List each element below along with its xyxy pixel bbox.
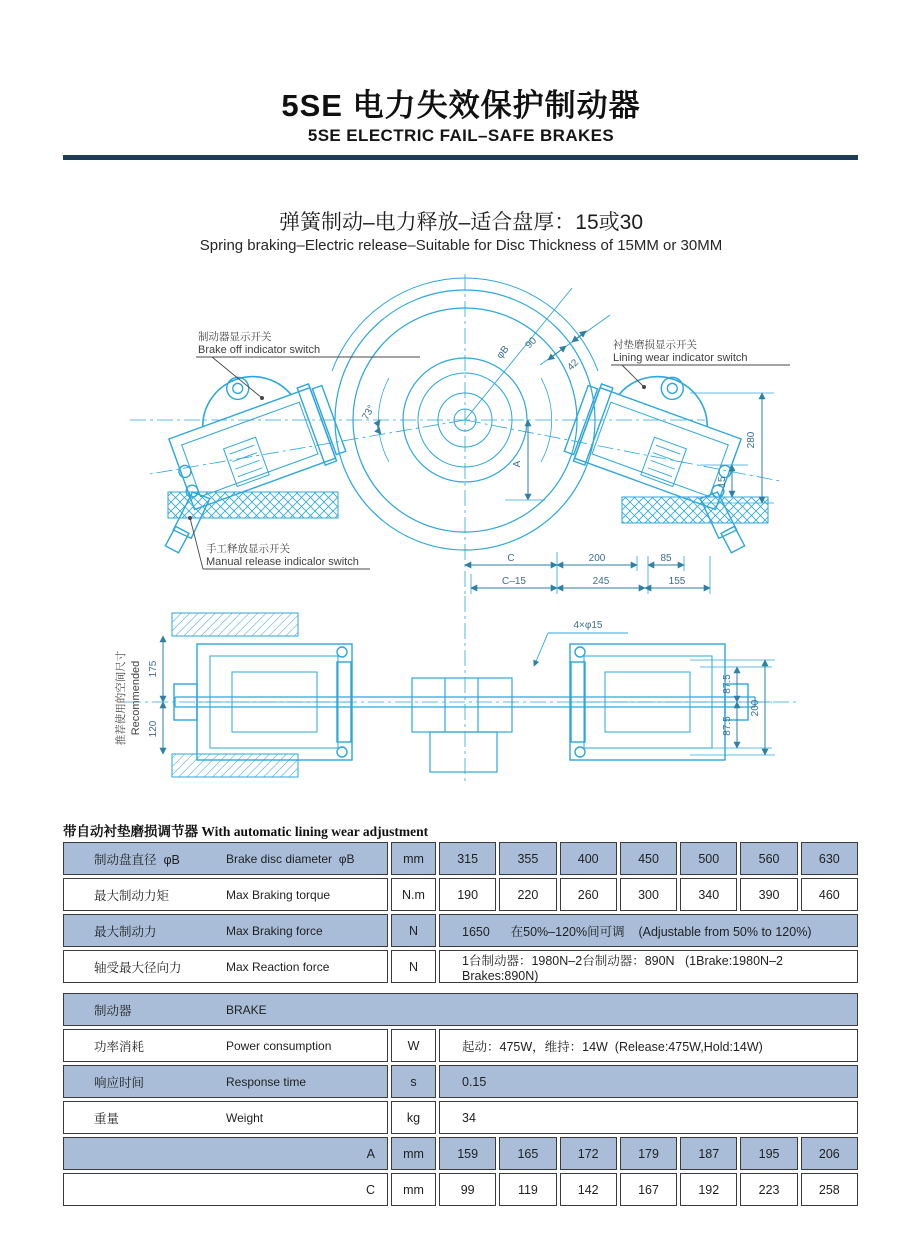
row-label-en: Brake disc diameter φB bbox=[226, 851, 355, 866]
wall-hatch-plan bbox=[172, 613, 298, 777]
value-cell: 400 bbox=[560, 842, 617, 875]
dim-phiB: φB bbox=[494, 343, 512, 362]
value-cell: 99 bbox=[439, 1173, 496, 1206]
spec-table-1 bbox=[63, 842, 858, 1209]
unit-cell: N.m bbox=[391, 878, 436, 911]
value-cell: 206 bbox=[801, 1137, 858, 1170]
unit-cell: mm bbox=[391, 1173, 436, 1206]
spec-table-2 bbox=[63, 993, 858, 1206]
callout-bolt-holes-label: 4×φ15 bbox=[573, 620, 603, 631]
unit-cell: mm bbox=[391, 1137, 436, 1170]
dim-200: 200 bbox=[588, 553, 606, 564]
row-label-en: Max Braking force bbox=[226, 923, 323, 938]
unit-cell: N bbox=[391, 914, 436, 947]
callout-manual-release-en: Manual release indicalor switch bbox=[206, 556, 359, 568]
merged-value-cell: 起动：475W，维持：14W (Release:475W,Hold:14W) bbox=[439, 1029, 858, 1062]
row-label bbox=[63, 878, 388, 911]
callout-brake-off-zh: 制动器显示开关 bbox=[198, 331, 272, 343]
label-recommended-en: Recommended bbox=[130, 660, 142, 736]
unit-cell: mm bbox=[391, 842, 436, 875]
unit-cell: W bbox=[391, 1029, 436, 1062]
row-label bbox=[63, 1029, 388, 1062]
dim-angle-73: 73° bbox=[360, 403, 378, 423]
row-label-zh: 最大制动力 bbox=[94, 924, 157, 939]
merged-value-cell: 34 bbox=[439, 1101, 858, 1134]
left-caliper-plan bbox=[174, 644, 352, 760]
row-label-zh: 最大制动力矩 bbox=[94, 888, 170, 903]
value-cell: 260 bbox=[560, 878, 617, 911]
table-row-reaction-force bbox=[63, 950, 858, 983]
unit-cell: N bbox=[391, 950, 436, 983]
right-caliper-front bbox=[551, 351, 790, 557]
table-row-power-consumption bbox=[63, 1029, 858, 1062]
dim-85: 85 bbox=[660, 553, 672, 564]
technical-drawing bbox=[0, 268, 922, 820]
value-cell: 165 bbox=[499, 1137, 556, 1170]
dim-C: C bbox=[507, 553, 515, 564]
table-row-disc-diameter bbox=[63, 842, 858, 875]
table-row-dim-A bbox=[63, 1137, 858, 1170]
section-header-zh: 制动器 bbox=[94, 1003, 132, 1018]
value-cell: 195 bbox=[740, 1137, 797, 1170]
dim-175: 175 bbox=[148, 660, 159, 678]
value-cell: 172 bbox=[560, 1137, 617, 1170]
row-label-en: Max Reaction force bbox=[226, 959, 330, 974]
table-row-weight bbox=[63, 1101, 858, 1134]
callout-lining-wear-en: Lining wear indicator switch bbox=[613, 352, 748, 364]
dim-42: 42 bbox=[565, 357, 582, 374]
row-label bbox=[63, 914, 388, 947]
value-cell: 119 bbox=[499, 1173, 556, 1206]
value-cell: 167 bbox=[620, 1173, 677, 1206]
ground-hatch-front bbox=[168, 492, 768, 523]
row-label bbox=[63, 1065, 388, 1098]
table-row-brake-header bbox=[63, 993, 858, 1026]
merged-value-cell: 1台制动器：1980N–2台制动器：890N (1Brake:1980N–2 Brakes:890N) bbox=[439, 950, 858, 983]
callout-manual-release-zh: 手工释放显示开关 bbox=[206, 543, 290, 555]
merged-value-cell: 0.15 bbox=[439, 1065, 858, 1098]
dim-90: 90 bbox=[523, 335, 540, 352]
value-cell: 315 bbox=[439, 842, 496, 875]
page-title: 5SE 电力失效保护制动器 bbox=[281, 88, 641, 123]
value-cell: 258 bbox=[801, 1173, 858, 1206]
value-cell: 450 bbox=[620, 842, 677, 875]
row-label-zh: 响应时间 bbox=[94, 1075, 145, 1090]
value-cell: 179 bbox=[620, 1137, 677, 1170]
value-cell: 390 bbox=[740, 878, 797, 911]
row-label-zh: 制动盘直径 φB bbox=[94, 852, 180, 867]
row-label-en: Max Braking torque bbox=[226, 887, 331, 902]
value-cell: 560 bbox=[740, 842, 797, 875]
hub-plan bbox=[412, 678, 512, 772]
adjustment-note: 带自动衬垫磨损调节器 With automatic lining wear adjustment bbox=[63, 824, 429, 839]
value-cell: 630 bbox=[801, 842, 858, 875]
unit-cell: kg bbox=[391, 1101, 436, 1134]
label-recommended-zh: 推荐使用的空间尺寸 bbox=[115, 650, 127, 746]
dim-87-5-top: 87.5 bbox=[722, 674, 733, 694]
table-row-braking-torque bbox=[63, 878, 858, 911]
row-label-en: Response time bbox=[226, 1074, 307, 1089]
row-label: A bbox=[63, 1137, 388, 1170]
plan-view bbox=[114, 596, 800, 782]
row-label-en: Power consumption bbox=[226, 1038, 332, 1053]
value-cell: 190 bbox=[439, 878, 496, 911]
row-label bbox=[63, 842, 388, 875]
table-row-dim-C bbox=[63, 1173, 858, 1206]
dim-15: 15 bbox=[717, 476, 728, 488]
dim-87-5-bottom: 87.5 bbox=[722, 716, 733, 736]
dim-245: 245 bbox=[592, 576, 610, 587]
value-cell: 340 bbox=[680, 878, 737, 911]
dim-120: 120 bbox=[148, 720, 159, 738]
section-header bbox=[63, 993, 858, 1026]
header-divider bbox=[63, 155, 858, 160]
section-header-en: BRAKE bbox=[226, 1002, 267, 1017]
row-label bbox=[63, 1101, 388, 1134]
value-cell: 300 bbox=[620, 878, 677, 911]
dim-155: 155 bbox=[668, 576, 686, 587]
callout-lining-wear-zh: 衬垫磨损显示开关 bbox=[613, 339, 697, 351]
dim-C15: C–15 bbox=[502, 576, 526, 587]
value-cell: 142 bbox=[560, 1173, 617, 1206]
row-label: C bbox=[63, 1173, 388, 1206]
row-label-zh: 功率消耗 bbox=[94, 1039, 145, 1054]
value-cell: 223 bbox=[740, 1173, 797, 1206]
subtitle-zh: 弹簧制动–电力释放–适合盘厚：15或30 bbox=[278, 211, 644, 234]
value-cell: 187 bbox=[680, 1137, 737, 1170]
row-label-en: Weight bbox=[226, 1110, 264, 1125]
row-label-zh: 重量 bbox=[94, 1111, 120, 1126]
table-row-braking-force bbox=[63, 914, 858, 947]
subtitle-en: Spring braking–Electric release–Suitable for Disc Thickness of 15MM or 30MM bbox=[199, 237, 723, 254]
value-cell: 159 bbox=[439, 1137, 496, 1170]
value-cell: 460 bbox=[801, 878, 858, 911]
row-label bbox=[63, 950, 388, 983]
merged-value-cell: 1650 在50%–120%间可调 (Adjustable from 50% to 120%) bbox=[439, 914, 858, 947]
callout-bolt-holes bbox=[534, 620, 628, 666]
value-cell: 192 bbox=[680, 1173, 737, 1206]
front-view bbox=[119, 274, 790, 598]
callout-brake-off-en: Brake off indicator switch bbox=[198, 344, 321, 356]
table-row-response-time bbox=[63, 1065, 858, 1098]
value-cell: 220 bbox=[499, 878, 556, 911]
dim-A: A bbox=[512, 460, 523, 468]
left-caliper-front bbox=[119, 351, 358, 557]
dim-280: 280 bbox=[746, 431, 757, 449]
value-cell: 355 bbox=[499, 842, 556, 875]
value-cell: 500 bbox=[680, 842, 737, 875]
dim-200-plan: 200 bbox=[750, 699, 761, 717]
callout-lining-wear bbox=[611, 338, 790, 389]
callout-manual-release bbox=[188, 516, 370, 569]
unit-cell: s bbox=[391, 1065, 436, 1098]
page-title-en: 5SE ELECTRIC FAIL–SAFE BRAKES bbox=[307, 126, 615, 145]
row-label-zh: 轴受最大径向力 bbox=[94, 960, 182, 975]
